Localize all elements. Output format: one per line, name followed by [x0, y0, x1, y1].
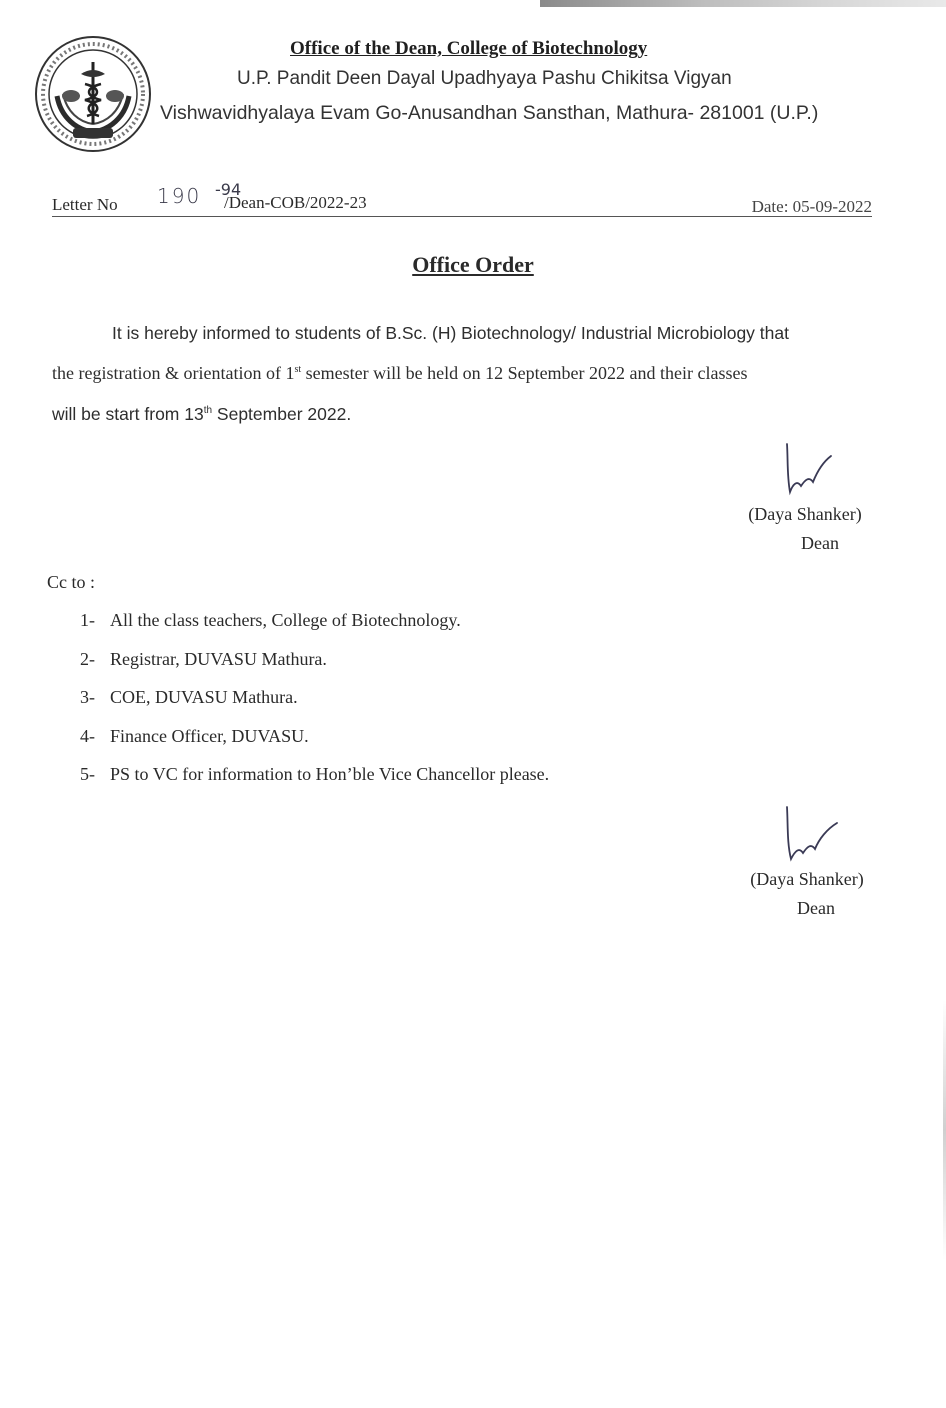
- cc-item-text: All the class teachers, College of Biotechnology.: [110, 610, 461, 630]
- cc-item-number: 5-: [80, 764, 95, 784]
- para2-superscript: st: [294, 364, 302, 375]
- signature-block-1: [720, 440, 890, 554]
- order-paragraph-line2: [52, 363, 748, 384]
- handwritten-signature-icon: [765, 440, 845, 504]
- para2-text-b: semester will be held on 12 September 2022 and their classes: [301, 363, 748, 383]
- office-title: Office of the Dean, College of Biotechnology: [290, 38, 648, 59]
- order-paragraph-line1: It is hereby informed to students of B.Sc. (H) Biotechnology/ Industrial Microbiology that: [112, 323, 789, 343]
- cc-item-number: 3-: [80, 687, 95, 707]
- cc-item: [80, 649, 549, 688]
- cc-item: [80, 726, 549, 765]
- letter-reference-line: [52, 180, 872, 218]
- cc-item-text: Finance Officer, DUVASU.: [110, 725, 309, 746]
- para3-superscript: th: [203, 405, 213, 417]
- letter-label: Letter No: [52, 195, 118, 214]
- cc-item-text: PS to VC for information to Hon’ble Vice Chancellor please.: [110, 764, 550, 784]
- cc-item-number: 4-: [80, 725, 95, 746]
- cc-label: Cc to :: [47, 572, 95, 592]
- letter-underline: [52, 216, 872, 217]
- cc-item: [80, 610, 549, 649]
- letter-date: Date: 05-09-2022: [751, 197, 872, 216]
- scan-edge-artifact: [540, 0, 946, 7]
- para3-text-a: will be start from 13: [52, 404, 204, 424]
- signatory-title: Dean: [801, 533, 839, 553]
- cc-list: [80, 610, 549, 803]
- signature-block-2: [722, 805, 892, 919]
- cc-item-number: 2-: [80, 648, 95, 669]
- cc-item: [80, 687, 549, 726]
- signatory-title: Dean: [797, 898, 835, 918]
- letter-reference: /Dean-COB/2022-23: [224, 193, 367, 212]
- order-paragraph-line3: [52, 404, 351, 425]
- handwritten-signature-icon: [767, 805, 847, 869]
- para2-text-a: the registration & orientation of 1: [52, 363, 295, 383]
- cc-item-number: 1-: [80, 610, 95, 630]
- cc-item-text: Registrar, DUVASU Mathura.: [110, 648, 327, 669]
- cc-item: [80, 764, 549, 803]
- letter-number-handwritten: 190: [157, 184, 202, 208]
- university-name-line1: U.P. Pandit Deen Dayal Upadhyaya Pashu Chikitsa Vigyan: [237, 68, 732, 89]
- para3-text-b: September 2022.: [212, 404, 352, 424]
- order-title: [0, 252, 946, 278]
- university-name-line2: Vishwavidhyalaya Evam Go-Anusandhan Sansthan, Mathura- 281001 (U.P.): [160, 102, 819, 124]
- cc-item-text: COE, DUVASU Mathura.: [110, 687, 298, 707]
- letter-number-handwritten-sup: -94: [215, 180, 242, 199]
- signatory-name: (Daya Shanker): [748, 504, 862, 524]
- signatory-name: (Daya Shanker): [750, 869, 864, 889]
- order-title-text: Office Order: [412, 252, 534, 277]
- university-seal-icon: [33, 34, 153, 154]
